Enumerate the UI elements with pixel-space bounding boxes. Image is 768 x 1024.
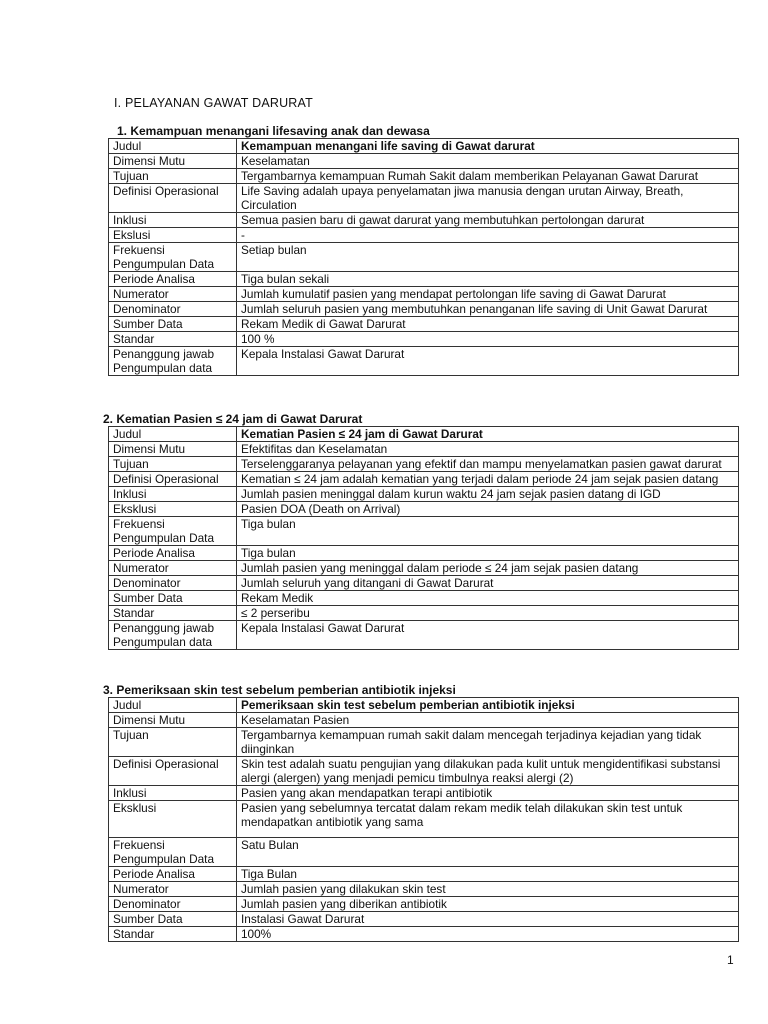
row-value: Life Saving adalah upaya penyelamatan jiwa manusia dengan urutan Airway, Breath, Circulation: [237, 184, 739, 213]
indicator-table-2: [108, 426, 739, 650]
table-row: [109, 786, 739, 801]
row-label: Judul: [109, 698, 237, 713]
table-row: [109, 517, 739, 546]
row-label: Penanggung jawab Pengumpulan data: [109, 621, 237, 650]
row-label: Periode Analisa: [109, 546, 237, 561]
row-label: Denominator: [109, 302, 237, 317]
row-value: Skin test adalah suatu pengujian yang dilakukan pada kulit untuk mengidentifikasi substansi alergi (alergen) yang menjadi pemicu timbulnya reaksi alergi (2): [237, 757, 739, 786]
row-value: Tergambarnya kemampuan Rumah Sakit dalam memberikan Pelayanan Gawat Darurat: [237, 169, 739, 184]
row-value: Terselenggaranya pelayanan yang efektif dan mampu menyelamatkan pasien gawat darurat: [237, 457, 739, 472]
row-value: Jumlah pasien meninggal dalam kurun waktu 24 jam sejak pasien datang di IGD: [237, 487, 739, 502]
table-row: [109, 927, 739, 942]
table-row: [109, 347, 739, 376]
row-label: Frekuensi Pengumpulan Data: [109, 243, 237, 272]
table-row: [109, 243, 739, 272]
table-row: [109, 561, 739, 576]
row-label: Periode Analisa: [109, 272, 237, 287]
row-value: Instalasi Gawat Darurat: [237, 912, 739, 927]
table-row: [109, 621, 739, 650]
row-label: Judul: [109, 139, 237, 154]
section-title-3: 3. Pemeriksaan skin test sebelum pemberian antibiotik injeksi: [103, 683, 456, 697]
row-value: Keselamatan Pasien: [237, 713, 739, 728]
row-value: Semua pasien baru di gawat darurat yang membutuhkan pertolongan darurat: [237, 213, 739, 228]
table-row: [109, 757, 739, 786]
section-title-1: 1. Kemampuan menangani lifesaving anak dan dewasa: [117, 124, 430, 138]
row-value: Satu Bulan: [237, 838, 739, 867]
table-row: [109, 576, 739, 591]
row-value: Pasien yang akan mendapatkan terapi antibiotik: [237, 786, 739, 801]
table-row: [109, 591, 739, 606]
row-label: Numerator: [109, 287, 237, 302]
row-value: Jumlah seluruh pasien yang membutuhkan penanganan life saving di Unit Gawat Darurat: [237, 302, 739, 317]
table-row: [109, 213, 739, 228]
row-value: Keselamatan: [237, 154, 739, 169]
row-label: Sumber Data: [109, 912, 237, 927]
table-row: [109, 472, 739, 487]
row-value: Pasien yang sebelumnya tercatat dalam rekam medik telah dilakukan skin test untuk mendapatkan antibiotik yang sama: [237, 801, 739, 838]
row-value: Kepala Instalasi Gawat Darurat: [237, 347, 739, 376]
table-row: [109, 184, 739, 213]
table-row: [109, 801, 739, 838]
row-label: Numerator: [109, 882, 237, 897]
row-value: Rekam Medik: [237, 591, 739, 606]
row-label: Dimensi Mutu: [109, 154, 237, 169]
table-row: [109, 487, 739, 502]
row-label: Standar: [109, 332, 237, 347]
table-row: [109, 838, 739, 867]
table-row: [109, 442, 739, 457]
row-label: Frekuensi Pengumpulan Data: [109, 517, 237, 546]
row-value: ≤ 2 perseribu: [237, 606, 739, 621]
table-row: [109, 867, 739, 882]
row-value: -: [237, 228, 739, 243]
row-label: Inklusi: [109, 487, 237, 502]
row-label: Penanggung jawab Pengumpulan data: [109, 347, 237, 376]
table-row: [109, 713, 739, 728]
page-number: 1: [727, 953, 734, 967]
row-label: Sumber Data: [109, 591, 237, 606]
row-label: Sumber Data: [109, 317, 237, 332]
row-label: Eksklusi: [109, 801, 237, 838]
table-row: [109, 287, 739, 302]
section-title-2: 2. Kematian Pasien ≤ 24 jam di Gawat Darurat: [103, 412, 363, 426]
row-label: Tujuan: [109, 169, 237, 184]
table-row: [109, 606, 739, 621]
row-label: Periode Analisa: [109, 867, 237, 882]
row-label: Definisi Operasional: [109, 757, 237, 786]
row-label: Numerator: [109, 561, 237, 576]
table-row: [109, 728, 739, 757]
row-value: Jumlah pasien yang diberikan antibiotik: [237, 897, 739, 912]
table-row: [109, 546, 739, 561]
row-value: Tiga Bulan: [237, 867, 739, 882]
table-row: [109, 272, 739, 287]
row-value: Tiga bulan: [237, 517, 739, 546]
row-value: Jumlah seluruh yang ditangani di Gawat Darurat: [237, 576, 739, 591]
row-label: Tujuan: [109, 728, 237, 757]
table-row: [109, 897, 739, 912]
row-value: Jumlah pasien yang dilakukan skin test: [237, 882, 739, 897]
row-label: Definisi Operasional: [109, 472, 237, 487]
row-value: Rekam Medik di Gawat Darurat: [237, 317, 739, 332]
row-value: Tiga bulan sekali: [237, 272, 739, 287]
row-label: Standar: [109, 606, 237, 621]
table-row: [109, 427, 739, 442]
row-value: Jumlah kumulatif pasien yang mendapat pertolongan life saving di Gawat Darurat: [237, 287, 739, 302]
row-value: Setiap bulan: [237, 243, 739, 272]
table-row: [109, 302, 739, 317]
row-label: Denominator: [109, 576, 237, 591]
row-value: Tiga bulan: [237, 546, 739, 561]
row-value: Kepala Instalasi Gawat Darurat: [237, 621, 739, 650]
row-label: Ekslusi: [109, 228, 237, 243]
indicator-table-3: [108, 697, 739, 942]
table-row: [109, 698, 739, 713]
row-value: 100%: [237, 927, 739, 942]
table-row: [109, 502, 739, 517]
row-label: Dimensi Mutu: [109, 713, 237, 728]
row-value: Kematian ≤ 24 jam adalah kematian yang terjadi dalam periode 24 jam sejak pasien datang: [237, 472, 739, 487]
table-row: [109, 457, 739, 472]
table-row: [109, 139, 739, 154]
row-value: Pemeriksaan skin test sebelum pemberian antibiotik injeksi: [237, 698, 739, 713]
row-label: Frekuensi Pengumpulan Data: [109, 838, 237, 867]
row-value: Efektifitas dan Keselamatan: [237, 442, 739, 457]
table-row: [109, 882, 739, 897]
row-label: Dimensi Mutu: [109, 442, 237, 457]
indicator-table-1: [108, 138, 739, 376]
row-label: Definisi Operasional: [109, 184, 237, 213]
row-value: Kemampuan menangani life saving di Gawat darurat: [237, 139, 739, 154]
row-value: Jumlah pasien yang meninggal dalam periode ≤ 24 jam sejak pasien datang: [237, 561, 739, 576]
row-label: Standar: [109, 927, 237, 942]
table-row: [109, 228, 739, 243]
table-row: [109, 154, 739, 169]
table-row: [109, 317, 739, 332]
row-label: Inklusi: [109, 786, 237, 801]
row-label: Denominator: [109, 897, 237, 912]
row-label: Tujuan: [109, 457, 237, 472]
table-row: [109, 332, 739, 347]
table-row: [109, 169, 739, 184]
row-label: Inklusi: [109, 213, 237, 228]
table-row: [109, 912, 739, 927]
row-value: Tergambarnya kemampuan rumah sakit dalam mencegah terjadinya kejadian yang tidak diinginkan: [237, 728, 739, 757]
row-label: Eksklusi: [109, 502, 237, 517]
row-label: Judul: [109, 427, 237, 442]
row-value: Pasien DOA (Death on Arrival): [237, 502, 739, 517]
document-heading: I. PELAYANAN GAWAT DARURAT: [114, 96, 313, 110]
row-value: 100 %: [237, 332, 739, 347]
row-value: Kematian Pasien ≤ 24 jam di Gawat Darurat: [237, 427, 739, 442]
